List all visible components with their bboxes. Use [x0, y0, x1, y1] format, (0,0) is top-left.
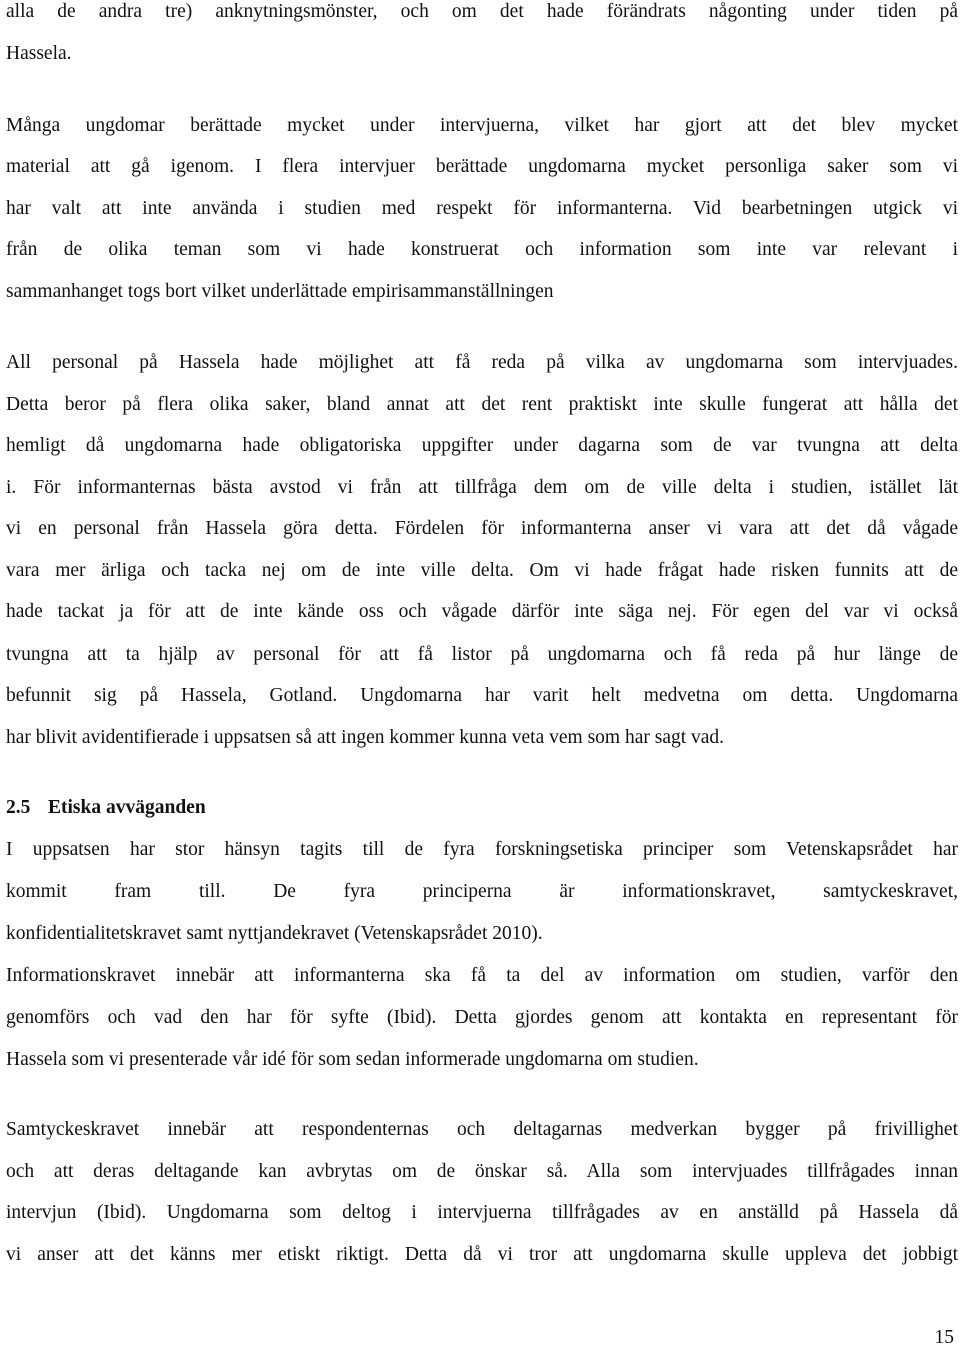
text-line: Hassela. [6, 43, 72, 64]
text-line: hemligt då ungdomarna hade obligatoriska uppgifter under dagarna som de var tvungna att delta [6, 435, 958, 456]
text-line: från de olika teman som vi hade konstruerat och information som inte var relevant i [6, 239, 958, 260]
text-line: har valt att inte använda i studien med respekt för informanterna. Vid bearbetningen utgick vi [6, 198, 958, 219]
text-line: vi en personal från Hassela göra detta. Fördelen för informanterna anser vi vara att det då vågade [6, 518, 958, 539]
text-line: genomförs och vad den har för syfte (Ibid). Detta gjordes genom att kontakta en representant för [6, 1007, 958, 1028]
text-line: Samtyckeskravet innebär att respondenternas och deltagarnas medverkan bygger på frivillighet [6, 1119, 958, 1140]
text-line: vara mer ärliga och tacka nej om de inte ville delta. Om vi hade frågat hade risken funnits att de [6, 560, 958, 581]
section-title: Etiska avväganden [48, 797, 206, 818]
text-line: alla de andra tre) anknytningsmönster, och om det hade förändrats någonting under tiden på [6, 1, 958, 22]
text-line: Många ungdomar berättade mycket under intervjuerna, vilket har gjort att det blev mycket [6, 115, 958, 136]
text-line: kommit fram till. De fyra principerna är informationskravet, samtyckeskravet, [6, 881, 958, 902]
text-line: befunnit sig på Hassela, Gotland. Ungdomarna har varit helt medvetna om detta. Ungdomarna [6, 685, 958, 706]
text-line: intervjun (Ibid). Ungdomarna som deltog i intervjuerna tillfrågades av en anställd på Hassela då [6, 1202, 958, 1223]
text-line: vi anser att det känns mer etiskt riktigt. Detta då vi tror att ungdomarna skulle uppleva det jobbigt [6, 1244, 958, 1265]
text-line: och att deras deltagande kan avbrytas om de önskar så. Alla som intervjuades tillfrågades innan [6, 1161, 958, 1182]
text-line: Informationskravet innebär att informanterna ska få ta del av information om studien, varför den [6, 965, 958, 986]
section-number: 2.5 [6, 797, 31, 818]
text-line: All personal på Hassela hade möjlighet att få reda på vilka av ungdomarna som intervjuades. [6, 352, 958, 373]
section-heading [6, 796, 958, 820]
text-line: material att gå igenom. I flera intervjuer berättade ungdomarna mycket personliga saker som vi [6, 156, 958, 177]
text-line: konfidentialitetskravet samt nyttjandekravet (Vetenskapsrådet 2010). [6, 923, 543, 944]
text-line: Detta beror på flera olika saker, bland annat att det rent praktiskt inte skulle fungerat att hålla det [6, 394, 958, 415]
text-line: I uppsatsen har stor hänsyn tagits till de fyra forskningsetiska principer som Vetenskapsrådet har [6, 839, 958, 860]
text-line: har blivit avidentifierade i uppsatsen så att ingen kommer kunna veta vem som har sagt vad. [6, 727, 725, 748]
text-line: Hassela som vi presenterade vår idé för som sedan informerade ungdomarna om studien. [6, 1049, 699, 1070]
page-number: 15 [934, 1327, 954, 1348]
text-line: hade tackat ja för att de inte kände oss och vågade därför inte säga nej. För egen del var vi också [6, 601, 958, 622]
text-line: tvungna att ta hjälp av personal för att få listor på ungdomarna och få reda på hur länge de [6, 644, 958, 665]
text-line: sammanhanget togs bort vilket underlättade empirisammanställningen [6, 281, 554, 302]
text-line: i. För informanternas bästa avstod vi från att tillfråga dem om de ville delta i studien, istället lät [6, 477, 958, 498]
